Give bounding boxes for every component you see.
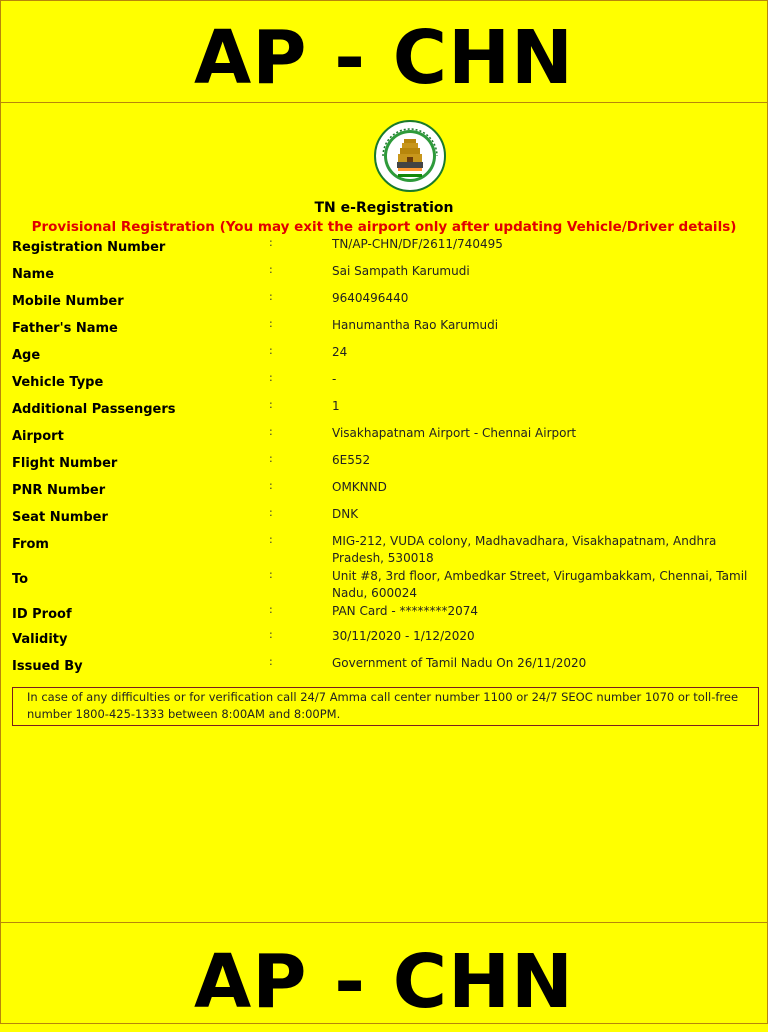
field-value: 1 <box>332 399 340 413</box>
field-label: PNR Number <box>12 483 106 498</box>
field-separator: : <box>269 628 273 641</box>
field-value: - <box>332 372 337 386</box>
field-value: Government of Tamil Nadu On 26/11/2020 <box>332 656 587 670</box>
document-title: TN e-Registration <box>314 200 454 216</box>
field-label: Airport <box>12 429 64 444</box>
field-separator: : <box>269 290 273 303</box>
field-label: From <box>12 537 49 552</box>
detail-row-fathers-name <box>12 317 752 344</box>
detail-row-seat-number <box>12 506 752 533</box>
detail-row-additional-passengers <box>12 398 752 425</box>
field-label: Additional Passengers <box>12 402 176 417</box>
detail-row-id-proof <box>12 603 752 628</box>
field-value: DNK <box>332 507 359 521</box>
registration-details <box>12 236 752 682</box>
field-label: Name <box>12 267 55 282</box>
field-separator: : <box>269 236 273 249</box>
field-value: 6E552 <box>332 453 371 467</box>
field-label: To <box>12 572 29 587</box>
detail-row-issued-by <box>12 655 752 682</box>
detail-row-to <box>12 568 752 603</box>
field-separator: : <box>269 263 273 276</box>
tamil-nadu-emblem-icon <box>373 119 447 193</box>
field-label: Registration Number <box>12 240 166 255</box>
route-banner-top: AP - CHN <box>194 15 574 101</box>
field-separator: : <box>269 655 273 668</box>
divider-bottom <box>0 922 768 923</box>
field-separator: : <box>269 371 273 384</box>
field-separator: : <box>269 568 273 581</box>
field-separator: : <box>269 452 273 465</box>
detail-row-name <box>12 263 752 290</box>
field-separator: : <box>269 398 273 411</box>
field-label: ID Proof <box>12 607 72 622</box>
route-banner-bottom: AP - CHN <box>194 939 574 1025</box>
field-value: 9640496440 <box>332 291 409 305</box>
provisional-notice: Provisional Registration (You may exit the airport only after updating Vehicle/Driver details) <box>31 219 737 235</box>
divider-top <box>0 102 768 103</box>
field-separator: : <box>269 317 273 330</box>
detail-row-pnr-number <box>12 479 752 506</box>
field-label: Father's Name <box>12 321 118 336</box>
field-value: Sai Sampath Karumudi <box>332 264 470 278</box>
detail-row-from <box>12 533 752 568</box>
field-label: Issued By <box>12 659 83 674</box>
detail-row-age <box>12 344 752 371</box>
detail-row-validity <box>12 628 752 655</box>
field-separator: : <box>269 603 273 616</box>
field-label: Age <box>12 348 41 363</box>
field-separator: : <box>269 344 273 357</box>
field-value: PAN Card - ********2074 <box>332 604 479 618</box>
field-value: 24 <box>332 345 348 359</box>
detail-row-registration-number <box>12 236 752 263</box>
field-separator: : <box>269 425 273 438</box>
field-value: TN/AP-CHN/DF/2611/740495 <box>332 237 503 251</box>
detail-row-vehicle-type <box>12 371 752 398</box>
field-value: Visakhapatnam Airport - Chennai Airport <box>332 426 577 440</box>
detail-row-airport <box>12 425 752 452</box>
field-value: OMKNND <box>332 480 387 494</box>
field-value: Unit #8, 3rd floor, Ambedkar Street, Virugambakkam, Chennai, Tamil Nadu, 600024 <box>332 569 748 600</box>
field-value: 30/11/2020 - 1/12/2020 <box>332 629 475 643</box>
field-separator: : <box>269 506 273 519</box>
field-label: Flight Number <box>12 456 118 471</box>
field-label: Vehicle Type <box>12 375 104 390</box>
detail-row-flight-number <box>12 452 752 479</box>
field-label: Mobile Number <box>12 294 124 309</box>
field-separator: : <box>269 479 273 492</box>
field-value: MIG-212, VUDA colony, Madhavadhara, Visakhapatnam, Andhra Pradesh, 530018 <box>332 534 717 565</box>
helpline-notice: In case of any difficulties or for verification call 24/7 Amma call center number 1100 or 24/7 SEOC number 1070 or toll-free number 1800-425-1333 between 8:00AM and 8:00PM. <box>12 687 759 726</box>
field-label: Validity <box>12 632 68 647</box>
detail-row-mobile-number <box>12 290 752 317</box>
field-value: Hanumantha Rao Karumudi <box>332 318 499 332</box>
field-separator: : <box>269 533 273 546</box>
field-label: Seat Number <box>12 510 108 525</box>
